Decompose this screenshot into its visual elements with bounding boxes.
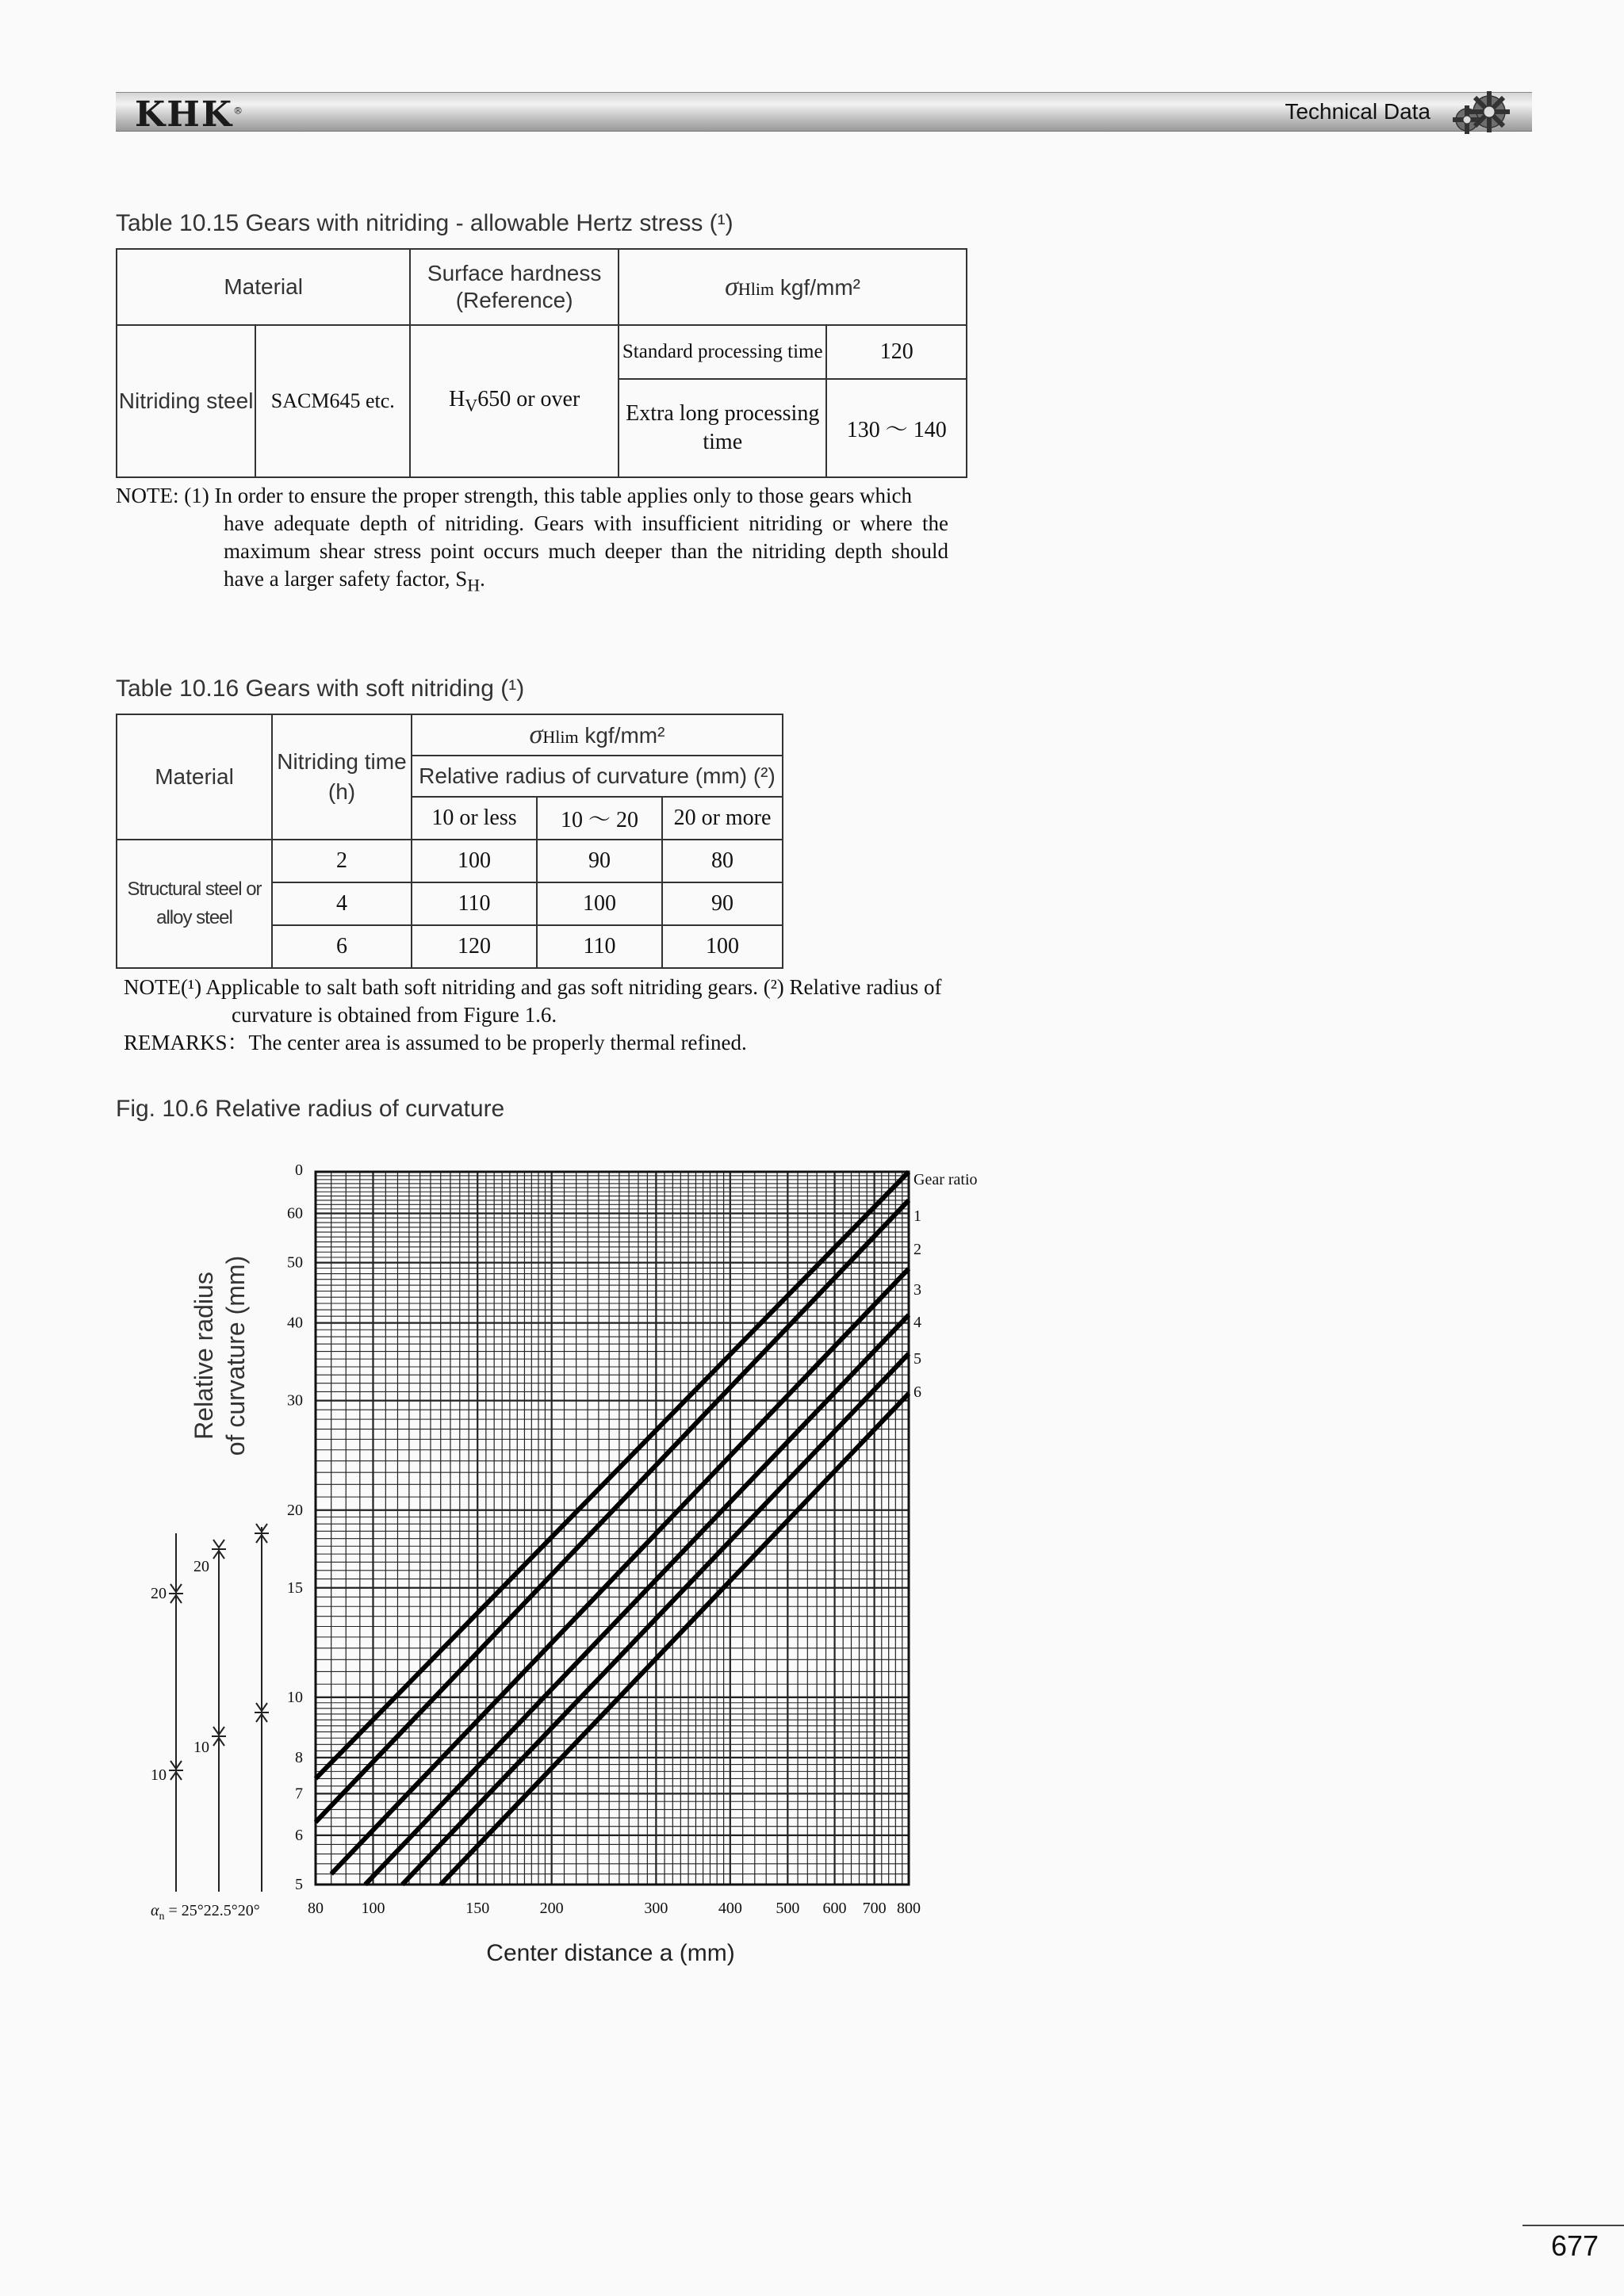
col-10-20: 10 ～ 20 — [537, 797, 662, 840]
series-line-ratio-1 — [316, 1172, 909, 1778]
value-cell: 110 — [537, 925, 662, 968]
side-scale-arrow — [256, 1535, 267, 1543]
note-line2: curvature is obtained from Figure 1.6. — [232, 1003, 557, 1027]
value-cell: 90 — [537, 840, 662, 882]
chart-frame — [316, 1172, 909, 1885]
side-scale-arrow — [170, 1595, 182, 1603]
x-tick-label: 600 — [822, 1900, 847, 1917]
chart-grid — [316, 1172, 909, 1885]
side-scale-arrow — [170, 1772, 182, 1780]
note-line1: NOTE: (1) In order to ensure the proper strength, this table applies only to those gears which — [116, 484, 912, 507]
note-line4 — [116, 565, 948, 599]
remarks-line: REMARKS：The center area is assumed to be properly thermal refined. — [124, 1031, 747, 1054]
y-tick-label: 15 — [287, 1578, 303, 1597]
table-15-note — [116, 482, 948, 599]
x-tick-label: 300 — [644, 1900, 668, 1917]
header-relative-radius: Relative radius of curvature (mm) (²) — [412, 756, 783, 797]
header-sigma — [412, 714, 783, 756]
sigma-symbol: σ — [725, 272, 738, 301]
note-line4-sub: H — [467, 575, 481, 595]
side-left-10: 10 — [151, 1766, 167, 1784]
x-tick-label: 700 — [862, 1900, 887, 1917]
side-scale-arrow — [256, 1524, 267, 1532]
y-tick-label: 30 — [287, 1391, 303, 1410]
note-line4-end: . — [480, 567, 485, 591]
note-line3: maximum shear stress point occurs much deeper than the nitriding depth should — [224, 539, 948, 563]
legend-label-ratio-5: 5 — [914, 1350, 921, 1368]
header-nitriding-time: Nitriding time (h) — [272, 714, 412, 840]
legend-label-ratio-2: 2 — [914, 1241, 921, 1258]
series-line-ratio-6 — [441, 1394, 909, 1885]
side-scale-arrow — [256, 1703, 267, 1711]
chart-series — [316, 1172, 909, 1885]
x-tick-label: 80 — [308, 1900, 324, 1917]
value-cell: 80 — [662, 840, 783, 882]
hardness-prefix: H — [449, 386, 465, 411]
table-16 — [116, 714, 783, 969]
side-left-20: 20 — [151, 1585, 167, 1602]
time-cell: 2 — [272, 840, 412, 882]
series-line-ratio-4 — [366, 1315, 909, 1885]
footer-rule — [1522, 2225, 1624, 2226]
table-15-caption: Table 10.15 Gears with nitriding - allowable Hertz stress (¹) — [116, 210, 733, 236]
side-mid-10: 10 — [193, 1739, 209, 1756]
x-axis-title: Center distance a (mm) — [486, 1940, 735, 1966]
side-scale-arrow — [213, 1738, 224, 1746]
sigma-symbol: σ — [529, 720, 543, 749]
section-title: Technical Data — [1285, 99, 1431, 124]
side-scale-arrow — [170, 1584, 182, 1592]
surface-hardness-value — [410, 325, 619, 477]
side-scale-arrow — [170, 1761, 182, 1769]
col-10-or-less: 10 or less — [412, 797, 537, 840]
sigma-subscript: Hlim — [737, 279, 775, 299]
page-number: 677 — [1551, 2229, 1599, 2262]
material-name: Nitriding steel — [117, 325, 255, 477]
material-grade: SACM645 etc. — [255, 325, 410, 477]
legend-label-ratio-6: 6 — [914, 1383, 921, 1401]
header-surface-line1: Surface hardness — [427, 261, 602, 285]
value-cell: 110 — [412, 882, 537, 925]
standard-time-label: Standard processing time — [619, 325, 826, 379]
note-line2: have adequate depth of nitriding. Gears with insufficient nitriding or where the — [224, 511, 948, 535]
note-line4-text: have a larger safety factor, S — [224, 567, 468, 591]
y-tick-label: 8 — [295, 1748, 303, 1766]
value-cell: 100 — [537, 882, 662, 925]
page-header — [116, 92, 1532, 135]
y-tick-label: 6 — [295, 1826, 303, 1844]
standard-time-value: 120 — [826, 325, 967, 379]
sigma-subscript: Hlim — [542, 727, 579, 747]
series-line-ratio-3 — [331, 1269, 909, 1873]
y-tick-label: 10 — [287, 1688, 303, 1706]
y-tick-label: 5 — [295, 1876, 303, 1893]
value-cell: 100 — [662, 925, 783, 968]
pressure-angle-scales — [151, 1524, 269, 1923]
x-tick-label: 800 — [897, 1900, 921, 1917]
legend-label-ratio-4: 4 — [914, 1314, 921, 1331]
figure-caption: Fig. 10.6 Relative radius of curvature — [116, 1096, 505, 1122]
x-tick-label: 200 — [539, 1900, 564, 1917]
note-line1 — [124, 974, 964, 1001]
series-line-ratio-2 — [316, 1200, 909, 1822]
side-scale-arrow — [213, 1551, 224, 1559]
gear-icon — [1445, 88, 1521, 139]
side-scale-arrow — [213, 1727, 224, 1735]
table-16-note — [124, 974, 964, 1057]
legend-title: Gear ratio — [914, 1171, 978, 1188]
table-15 — [116, 248, 967, 478]
logo-text: KHK — [135, 94, 234, 135]
y-tick-label: 20 — [287, 1501, 303, 1519]
pressure-angle-label: $\alpha_n = 25^\circ 22.5^\circ 20^\circ$ — [151, 1902, 260, 1923]
x-tick-label: 400 — [718, 1900, 742, 1917]
value-cell: 120 — [412, 925, 537, 968]
note-line1-tail: (²) Relative radius of — [763, 975, 942, 999]
table-16-caption: Table 10.16 Gears with soft nitriding (¹) — [116, 675, 525, 702]
side-scale-arrow — [256, 1714, 267, 1722]
sigma-unit: kgf/mm² — [779, 275, 860, 300]
y-tick-label: 7 — [295, 1785, 303, 1803]
sigma-unit: kgf/mm² — [584, 723, 665, 748]
y-tick-label: 40 — [287, 1314, 303, 1332]
header-material: Material — [117, 714, 272, 840]
x-tick-label: 500 — [776, 1900, 800, 1917]
header-surface-line2: (Reference) — [455, 288, 573, 312]
series-line-ratio-5 — [402, 1353, 909, 1885]
y-tick-label: 50 — [287, 1253, 303, 1272]
y-tick-label: 60 — [287, 1204, 303, 1223]
y-axis-title: Relative radius of curvature (mm) — [190, 1255, 250, 1456]
time-cell: 4 — [272, 882, 412, 925]
header-material: Material — [117, 249, 410, 325]
header-surface-hardness — [410, 249, 619, 325]
hardness-sub: V — [465, 395, 478, 415]
chart-ticks — [190, 1161, 978, 1966]
x-tick-label: 150 — [465, 1900, 490, 1917]
time-cell: 6 — [272, 925, 412, 968]
legend-label-ratio-1: 1 — [914, 1207, 921, 1225]
value-cell: 100 — [412, 840, 537, 882]
value-cell: 90 — [662, 882, 783, 925]
x-tick-label: 100 — [361, 1900, 385, 1917]
side-mid-20: 20 — [193, 1558, 209, 1575]
hardness-suffix: 650 or over — [477, 386, 580, 411]
col-20-or-more: 20 or more — [662, 797, 783, 840]
legend-label-ratio-3: 3 — [914, 1281, 921, 1299]
side-scale-arrow — [213, 1540, 224, 1548]
khk-logo — [135, 94, 244, 135]
extra-long-time-value: 130 ～ 140 — [826, 379, 967, 477]
header-sigma — [619, 249, 967, 325]
note-line1-text: NOTE(¹) Applicable to salt bath soft nitriding and gas soft nitriding gears. — [124, 975, 758, 999]
y-tick-label: 0 — [295, 1161, 303, 1179]
extra-long-time-label: Extra long processing time — [619, 379, 826, 477]
material-name: Structural steel or alloy steel — [117, 840, 272, 968]
registered-mark: ® — [233, 105, 245, 117]
